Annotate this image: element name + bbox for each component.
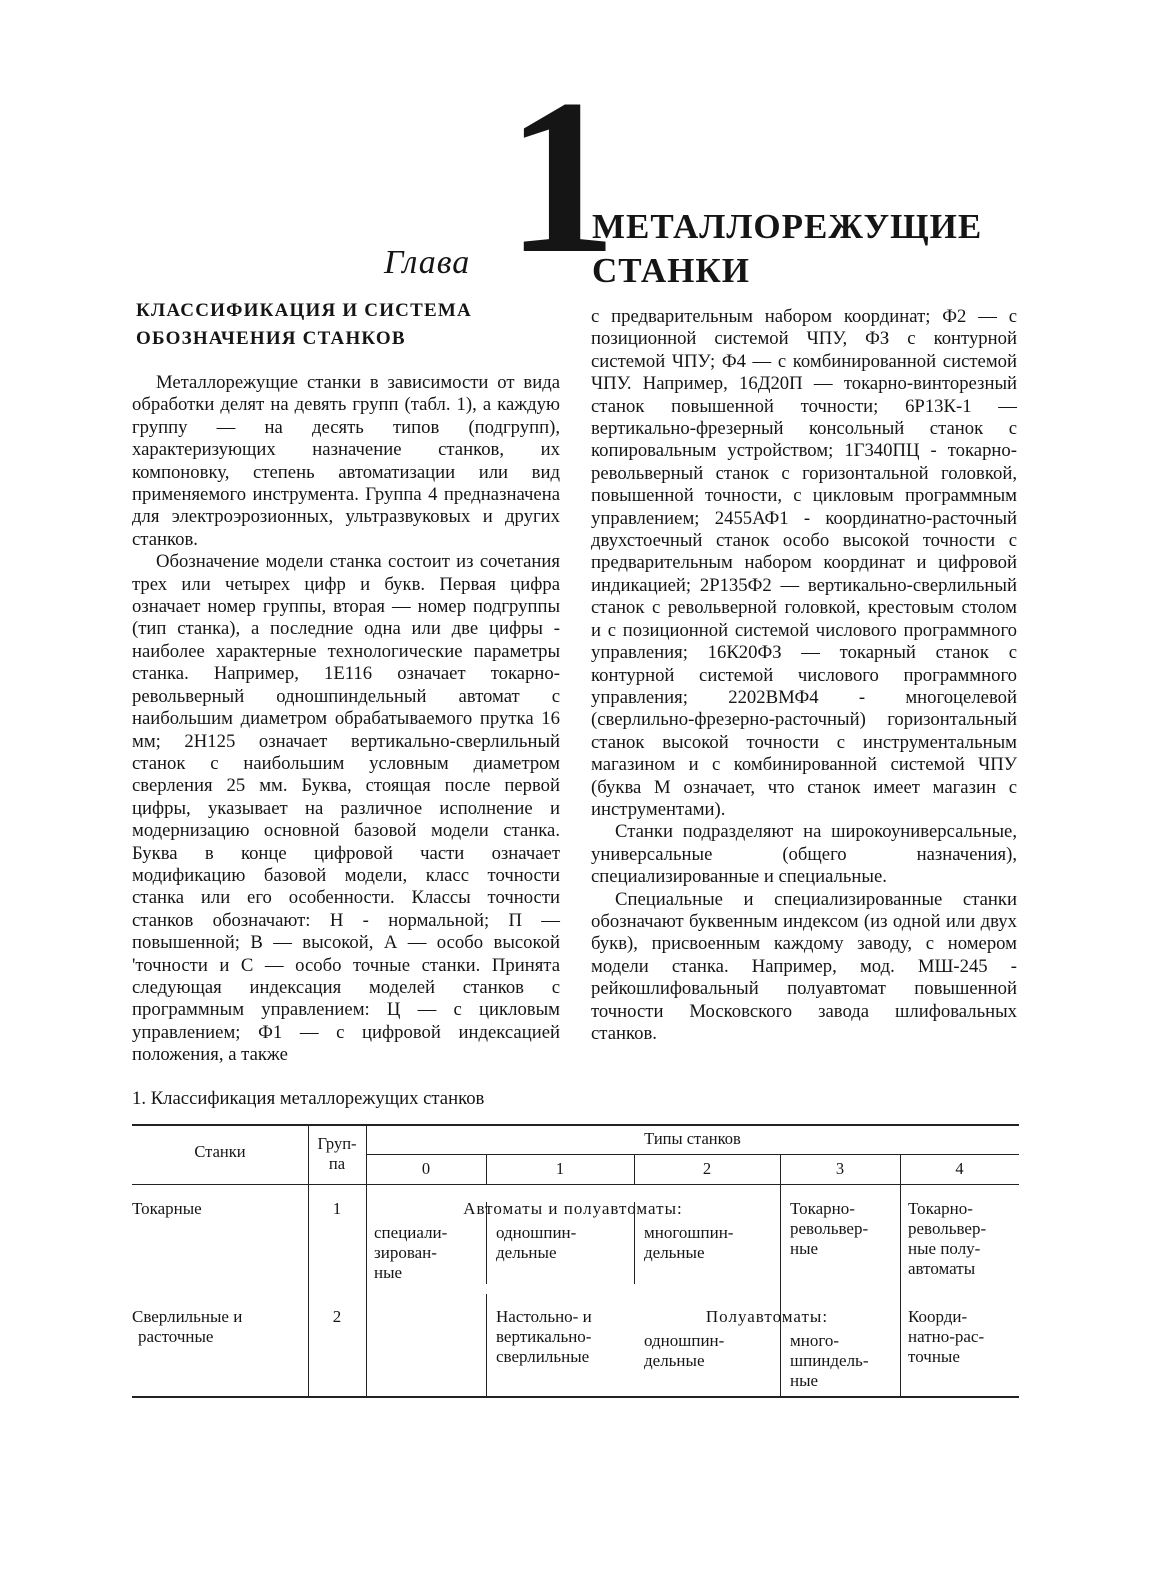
cell-line: ные	[374, 1263, 403, 1282]
row-group: 1	[332, 1199, 342, 1218]
cell-line: Токарно-	[790, 1199, 855, 1218]
table-rule	[132, 1396, 1019, 1398]
type-cell	[790, 1331, 868, 1391]
table-rule	[900, 1154, 901, 1398]
table-rule	[780, 1154, 781, 1398]
left-column	[132, 372, 560, 1067]
cell-line: дельные	[644, 1243, 705, 1262]
cell-line: одношпин-	[496, 1223, 577, 1242]
cell-line: Настольно- и	[496, 1307, 592, 1326]
type-cell	[908, 1199, 986, 1279]
cell-line: одношпин-	[644, 1331, 725, 1350]
type-cell	[644, 1331, 724, 1371]
cell-line: точные	[908, 1347, 960, 1366]
type-cell	[496, 1223, 576, 1263]
header-type-number: 4	[955, 1159, 964, 1178]
table-rule	[132, 1124, 1019, 1126]
cell-line: Сверлильные и	[132, 1307, 243, 1326]
classification-table	[132, 1124, 1019, 1398]
paragraph: Станки подразделяют на широкоуниверсальные, универсальные (общего назначения), специализированные и специальные.	[591, 821, 1017, 888]
chapter-number: 1	[506, 54, 617, 300]
cell-line: ные полу-	[908, 1239, 981, 1258]
cell-line: многошпин-	[644, 1223, 734, 1242]
cell-line: револьвер-	[908, 1219, 987, 1238]
row-name: Токарные	[132, 1199, 202, 1218]
header-group	[308, 1134, 366, 1174]
table-caption: 1. Классификация металлорежущих станков	[132, 1088, 485, 1109]
table-rule	[486, 1294, 487, 1398]
type-cell	[908, 1307, 984, 1367]
header-types: Типы станков	[644, 1129, 741, 1148]
chapter-title	[592, 205, 982, 293]
type-cell	[374, 1223, 447, 1283]
cell-line: дельные	[496, 1243, 557, 1262]
cell-line: ные	[790, 1371, 819, 1390]
header-group-line: па	[328, 1154, 346, 1173]
cell-line: натно-рас-	[908, 1327, 985, 1346]
cell-line: автоматы	[908, 1259, 976, 1278]
table-rule	[366, 1154, 1019, 1155]
row-span-label: Полуавтоматы:	[705, 1307, 829, 1326]
header-type-number: 2	[702, 1159, 712, 1178]
chapter-title-line: СТАНКИ	[592, 251, 750, 290]
type-cell	[790, 1199, 868, 1259]
type-cell	[496, 1307, 592, 1367]
row-name	[132, 1307, 242, 1347]
section-heading-line: ОБОЗНАЧЕНИЯ СТАНКОВ	[136, 328, 406, 349]
cell-line: дельные	[644, 1351, 705, 1370]
row-span-label: Автоматы и полуавтоматы:	[463, 1199, 683, 1218]
cell-line: ные	[790, 1239, 819, 1258]
header-type-number: 0	[421, 1159, 431, 1178]
cell-line: много-	[790, 1331, 840, 1350]
row-group: 2	[332, 1307, 342, 1326]
cell-line: зирован-	[374, 1243, 437, 1262]
chapter-label: Глава	[384, 244, 471, 281]
cell-line: Коорди-	[908, 1307, 968, 1326]
chapter-title-line: МЕТАЛЛОРЕЖУЩИЕ	[592, 207, 983, 246]
table-rule	[132, 1184, 1019, 1185]
paragraph-continuation: с предварительным набором координат; Ф2 — с позиционной системой ЧПУ, ФЗ с контурной системой ЧПУ; Ф4 — с комбинированной системой ЧПУ. Например, 16Д20П — токарно-винторезный станок повышенной точности; 6Р13К-1 — вертикально-фрезерный консольный станок с копировальным устройством; 1Г340ПЦ - токарно-револьверный станок с горизонтальной головкой, повышенной точности, с цикловым программным управлением; 2455АФ1 - координатно-расточный двухстоечный станок особо высокой точности с предварительным набором координат и цифровой индикацией; 2Р135Ф2 — вертикально-сверлильный станок с револьверной головкой, крестовым столом и с позиционной системой числового программного управления; 16К20ФЗ — токарный станок с контурной системой числового программного управления; 2202ВМФ4 - многоцелевой (сверлильно-фрезерно-расточный) горизонтальный станок высокой точности с инструментальным магазином и с комбинированной системой ЧПУ (буква М означает, что станок имеет магазин с инструментами).	[591, 306, 1017, 820]
header-type-number: 1	[555, 1159, 565, 1178]
cell-line: расточные	[138, 1327, 214, 1346]
section-heading	[136, 297, 566, 353]
paragraph: Обозначение модели станка состоит из сочетания трех или четырех цифр и букв. Первая цифра означает номер группы, вторая — номер подгруппы (тип станка), а последние одна или две цифры - наиболее характерные технологические параметры станка. Например, 1Е116 означает токарно-револьверный одношпиндельный автомат с наибольшим диаметром обрабатываемого прутка 16 мм; 2Н125 означает вертикально-сверлильный станок с наибольшим условным диаметром сверления 25 мм. Буква, стоящая после первой цифры, указывает на различное исполнение и модернизацию основной базовой модели станка. Буква в конце цифровой части означает модификацию базовой модели, класс точности станка или его особенности. Классы точности станков обозначают: Н - нормальной; П — повышенной; В — высокой, А — особо высокой 'точности и С — особо точные станки. Принята следующая индексация моделей станков с программным управлением: Ц — с цикловым управлением; Ф1 — с цифровой индексацией положения, а также	[132, 551, 560, 1066]
paragraph: Специальные и специализированные станки обозначают буквенным индексом (из одной или двух букв), присвоенным каждому заводу, с номером модели станка. Например, мод. МШ-245 - рейкошлифовальный полуавтомат повышенной точности Московского завода шлифовальных станков.	[591, 888, 1017, 1044]
cell-line: Токарно-	[908, 1199, 973, 1218]
cell-line: специали-	[374, 1223, 448, 1242]
header-group-line: Груп-	[317, 1134, 357, 1153]
cell-line: сверлильные	[496, 1347, 590, 1366]
cell-line: шпиндель-	[790, 1351, 869, 1370]
section-heading-line: КЛАССИФИКАЦИЯ И СИСТЕМА	[136, 300, 472, 321]
header-machines: Станки	[194, 1142, 246, 1161]
right-column	[591, 306, 1017, 1045]
cell-line: вертикально-	[496, 1327, 592, 1346]
paragraph: Металлорежущие станки в зависимости от вида обработки делят на девять групп (табл. 1), а каждую группу — на десять типов (подгрупп), характеризующих назначение станков, их компоновку, степень автоматизации или вид применяемого инструмента. Группа 4 предназначена для электроэрозионных, ультразвуковых и других станков.	[132, 372, 560, 550]
cell-line: револьвер-	[790, 1219, 869, 1238]
header-type-number: 3	[835, 1159, 845, 1178]
type-cell	[644, 1223, 733, 1263]
